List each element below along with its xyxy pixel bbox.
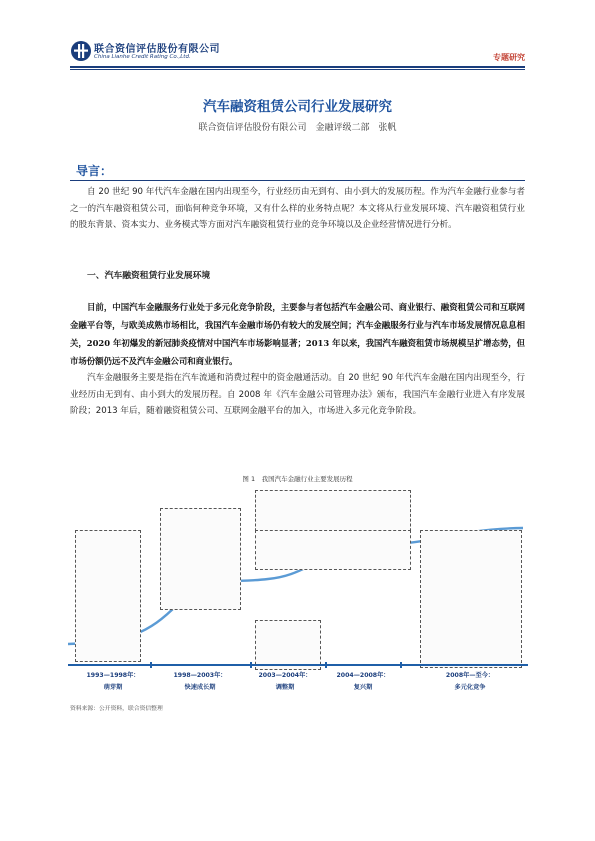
- body-paragraph: 汽车金融服务主要是指在汽车流通和消费过程中的资金融通活动。自 20 世纪 90 年代汽车金融在国内出现至今，行业经历由无到有、由小到大的发展历程。自 2008 年《汽车金融公司管理办法》颁布，我国汽车金融行业进入有序发展阶段；2013 年后，随着融资租赁公司、互联网金融平台的加入，市场进入多元化竞争阶段。: [70, 373, 525, 416]
- period-years: 2008年—至今：: [445, 672, 495, 679]
- summary-paragraph-bold: 目前，中国汽车金融服务行业处于多元化竞争阶段，主要参与者包括汽车金融公司、商业银行、融资租赁公司和互联网金融平台等，与欧美成熟市场相比，我国汽车金融市场仍有较大的发展空间；汽车金融服务行业与汽车市场发展情况息息相关，2020 年初爆发的新冠肺炎疫情对中国汽车市场影响显著；2013 年以来，我国汽车融资租赁市场规模呈扩增态势，但市场份额仍远不及汽车金融公司和商业银行。: [70, 302, 525, 366]
- figure-source-note: 资料来源：公开资料，联合资信整理: [70, 706, 163, 712]
- period-2008: [425, 670, 515, 691]
- author-line: 联合资信评估股份有限公司 金融评级二部 张帆: [198, 123, 397, 133]
- period-stage: 多元化竞争: [454, 684, 486, 691]
- period-stage: 萌芽期: [103, 684, 123, 691]
- period-2004: [318, 670, 408, 691]
- timeline-axis: [68, 664, 528, 666]
- preface-heading: 导言：: [76, 164, 113, 178]
- callout-2004b: [255, 530, 411, 570]
- logo-company-name: 联合资信评估股份有限公司: [94, 44, 220, 55]
- timeline-tick: [150, 662, 152, 668]
- period-years: 1993—1998年：: [86, 672, 140, 679]
- period-stage: 快速成长期: [184, 684, 216, 691]
- callout-2003: [255, 620, 321, 670]
- period-years: 1998—2003年：: [173, 672, 227, 679]
- period-years: 2004—2008年：: [336, 672, 390, 679]
- timeline-tick: [325, 662, 327, 668]
- period-1998: [155, 670, 245, 691]
- period-stage: 调整期: [275, 684, 295, 691]
- period-stage: 复兴期: [353, 684, 373, 691]
- timeline-tick: [250, 662, 252, 668]
- callout-1993: [75, 530, 141, 662]
- figure-caption: 图 1 我国汽车金融行业主要发展历程: [242, 475, 353, 483]
- header-divider: [70, 66, 525, 68]
- callout-1998: [160, 508, 241, 610]
- period-1993: [68, 670, 158, 691]
- section-heading: 一、汽车融资租赁行业发展环境: [87, 271, 211, 281]
- page-title: 汽车融资租赁公司行业发展研究: [203, 99, 392, 115]
- intro-paragraph: 自 20 世纪 90 年代汽车金融在国内出现至今，行业经历由无到有、由小到大的发展历程。作为汽车金融行业参与者之一的汽车融资租赁公司，面临何种竞争环境，又有什么样的业务特点呢？本文将从行业发展环境、汽车融资租赁行业的股东背景、资本实力、业务模式等方面对汽车融资租赁行业的竞争环境以及企业经营情况进行分析。: [70, 187, 525, 230]
- callout-2008: [420, 530, 522, 668]
- company-logo-icon: [70, 40, 92, 62]
- preface-divider: [70, 180, 525, 181]
- header-divider-thin: [70, 69, 525, 70]
- timeline-tick: [400, 662, 402, 668]
- period-2003: [240, 670, 330, 691]
- period-years: 2003—2004年：: [258, 672, 312, 679]
- section-tag: 专题研究: [493, 53, 525, 62]
- logo-company-name-en: China Lianhe Credit Rating Co.,Ltd.: [94, 54, 191, 60]
- company-logo: [70, 38, 230, 68]
